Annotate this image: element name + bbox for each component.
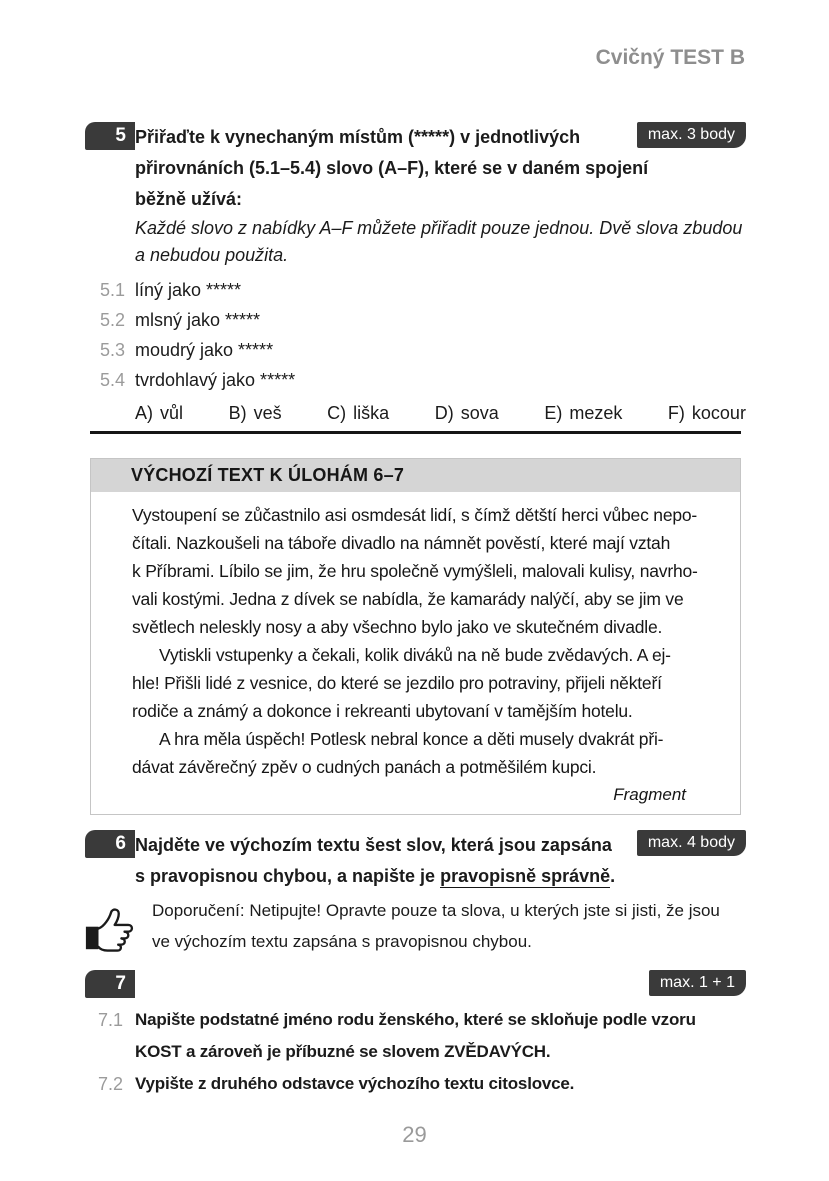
option-item bbox=[544, 399, 622, 427]
question-7-number-badge: 7 bbox=[85, 970, 135, 998]
item-text: líný jako ***** bbox=[135, 280, 242, 300]
option-word: vůl bbox=[160, 403, 184, 423]
sub-question-number: 7.2 bbox=[98, 1074, 124, 1094]
source-text-line: k Příbrami. Líbilo se jim, že hru společně vymýšleli, malovali kulisy, navrho- bbox=[132, 561, 698, 581]
source-paragraph-1 bbox=[132, 501, 726, 641]
question-5-stem-line: Přiřaďte k vynechaným místům (*****) v jednotlivých bbox=[135, 127, 581, 147]
question-7 bbox=[85, 970, 746, 1100]
question-6 bbox=[85, 830, 746, 968]
sub-question-text: Napište podstatné jméno rodu ženského, které se skloňuje podle vzoru bbox=[135, 1010, 696, 1029]
source-text-line: světlech neleskly nosy a aby všechno bylo jako ve skutečném divadle. bbox=[132, 617, 663, 637]
question-5-options bbox=[135, 399, 746, 427]
option-word: veš bbox=[253, 403, 282, 423]
sub-question-row bbox=[85, 1004, 746, 1036]
question-7-points-badge: max. 1 + 1 bbox=[649, 970, 746, 996]
question-5-stem-line: přirovnáních (5.1–5.4) slovo (A–F), které se v daném spojení bbox=[135, 158, 649, 178]
question-5-note-line: a nebudou použita. bbox=[135, 245, 289, 265]
underlined-phrase: pravopisně správně bbox=[440, 866, 611, 886]
tip-text-line: Doporučení: Netipujte! Opravte pouze ta slova, u kterých jste si jisti, že jsou bbox=[152, 901, 720, 920]
comparison-item bbox=[85, 365, 746, 395]
source-paragraph-3 bbox=[132, 725, 726, 781]
question-5-note bbox=[135, 215, 746, 269]
option-word: kocour bbox=[691, 403, 746, 423]
option-word: liška bbox=[353, 403, 390, 423]
question-5-note-line: Každé slovo z nabídky A–F můžete přiřadit pouze jednou. Dvě slova zbudou bbox=[135, 218, 743, 238]
section-divider bbox=[90, 431, 741, 434]
item-number: 5.2 bbox=[100, 310, 126, 330]
option-item bbox=[327, 399, 389, 427]
source-text-line: dávat závěrečný zpěv o cudných panách a potměšilém kupci. bbox=[132, 757, 597, 777]
stem-text: . bbox=[610, 866, 616, 886]
question-6-points-badge: max. 4 body bbox=[637, 830, 746, 856]
option-letter: D) bbox=[434, 403, 454, 423]
question-6-stem-line-1: Najděte ve výchozím textu šest slov, která jsou zapsána bbox=[135, 835, 612, 855]
source-text-line: Vystoupení se zůčastnilo asi osmdesát lidí, s čímž dětští herci vůbec nepo- bbox=[132, 505, 698, 525]
item-number: 5.3 bbox=[100, 340, 126, 360]
item-text: tvrdohlavý jako ***** bbox=[135, 370, 296, 390]
sub-question-text: Vypište z druhého odstavce výchozího textu citoslovce. bbox=[135, 1074, 575, 1093]
thumbs-up-icon bbox=[85, 903, 139, 963]
question-6-tip bbox=[85, 895, 746, 968]
option-letter: A) bbox=[135, 403, 153, 423]
question-7-items bbox=[85, 1004, 746, 1100]
option-item bbox=[435, 399, 499, 427]
sub-question-row bbox=[85, 1036, 746, 1068]
option-letter: F) bbox=[667, 403, 685, 423]
question-6-tip-text bbox=[152, 895, 720, 968]
source-text-line: čítali. Nazkoušeli na táboře divadlo na námnět pověstí, které mají vztah bbox=[132, 533, 671, 553]
source-attribution: Fragment bbox=[613, 785, 686, 804]
item-text: mlsný jako ***** bbox=[135, 310, 261, 330]
sub-question-row bbox=[85, 1068, 746, 1100]
tip-text-line: ve výchozím textu zapsána s pravopisnou chybou. bbox=[152, 932, 532, 951]
question-6-stem-line-2 bbox=[135, 861, 746, 892]
running-head: Cvičný TEST B bbox=[595, 46, 745, 69]
comparison-item bbox=[85, 275, 746, 305]
option-item bbox=[135, 399, 183, 427]
question-5 bbox=[85, 122, 746, 427]
sub-question-number bbox=[85, 1036, 135, 1068]
source-text-title: VÝCHOZÍ TEXT K ÚLOHÁM 6–7 bbox=[91, 459, 740, 492]
item-number: 5.1 bbox=[100, 280, 126, 300]
page-number: 29 bbox=[402, 1122, 427, 1147]
source-paragraph-2 bbox=[132, 641, 726, 725]
option-letter: C) bbox=[327, 403, 347, 423]
question-6-number-badge: 6 bbox=[85, 830, 135, 858]
source-text-line: A hra měla úspěch! Potlesk nebral konce a děti musely dvakrát při- bbox=[159, 729, 664, 749]
question-5-number-badge: 5 bbox=[85, 122, 135, 150]
question-5-points-badge: max. 3 body bbox=[637, 122, 746, 148]
item-text: moudrý jako ***** bbox=[135, 340, 274, 360]
tip-icon-cell bbox=[85, 895, 152, 968]
question-5-stem-line: běžně užívá: bbox=[135, 189, 243, 209]
source-text-box bbox=[90, 458, 741, 815]
comparison-item bbox=[85, 335, 746, 365]
option-item bbox=[229, 399, 282, 427]
sub-question-number: 7.1 bbox=[98, 1010, 124, 1030]
option-letter: B) bbox=[228, 403, 247, 423]
source-text-line: vali kostými. Jedna z dívek se nabídla, že kamarády nalýčí, aby se jim ve bbox=[132, 589, 684, 609]
source-text-line: hle! Přišli lidé z vesnice, do které se jezdilo pro potraviny, přijeli někteří bbox=[132, 673, 662, 693]
source-text-line: rodiče a známý a dokonce i rekreanti ubytovaní v tamějším hotelu. bbox=[132, 701, 633, 721]
question-5-items bbox=[85, 275, 746, 395]
item-number: 5.4 bbox=[100, 370, 126, 390]
option-word: mezek bbox=[569, 403, 623, 423]
stem-text: s pravopisnou chybou, a napište je bbox=[135, 866, 441, 886]
comparison-item bbox=[85, 305, 746, 335]
source-text-body bbox=[91, 492, 740, 805]
option-letter: E) bbox=[544, 403, 563, 423]
source-text-line: Vytiskli vstupenky a čekali, kolik diváků na ně bude zvědavých. A ej- bbox=[159, 645, 671, 665]
sub-question-text: KOST a zároveň je příbuzné se slovem ZVĚDAVÝCH. bbox=[135, 1042, 551, 1061]
option-word: sova bbox=[460, 403, 499, 423]
option-item bbox=[668, 399, 746, 427]
